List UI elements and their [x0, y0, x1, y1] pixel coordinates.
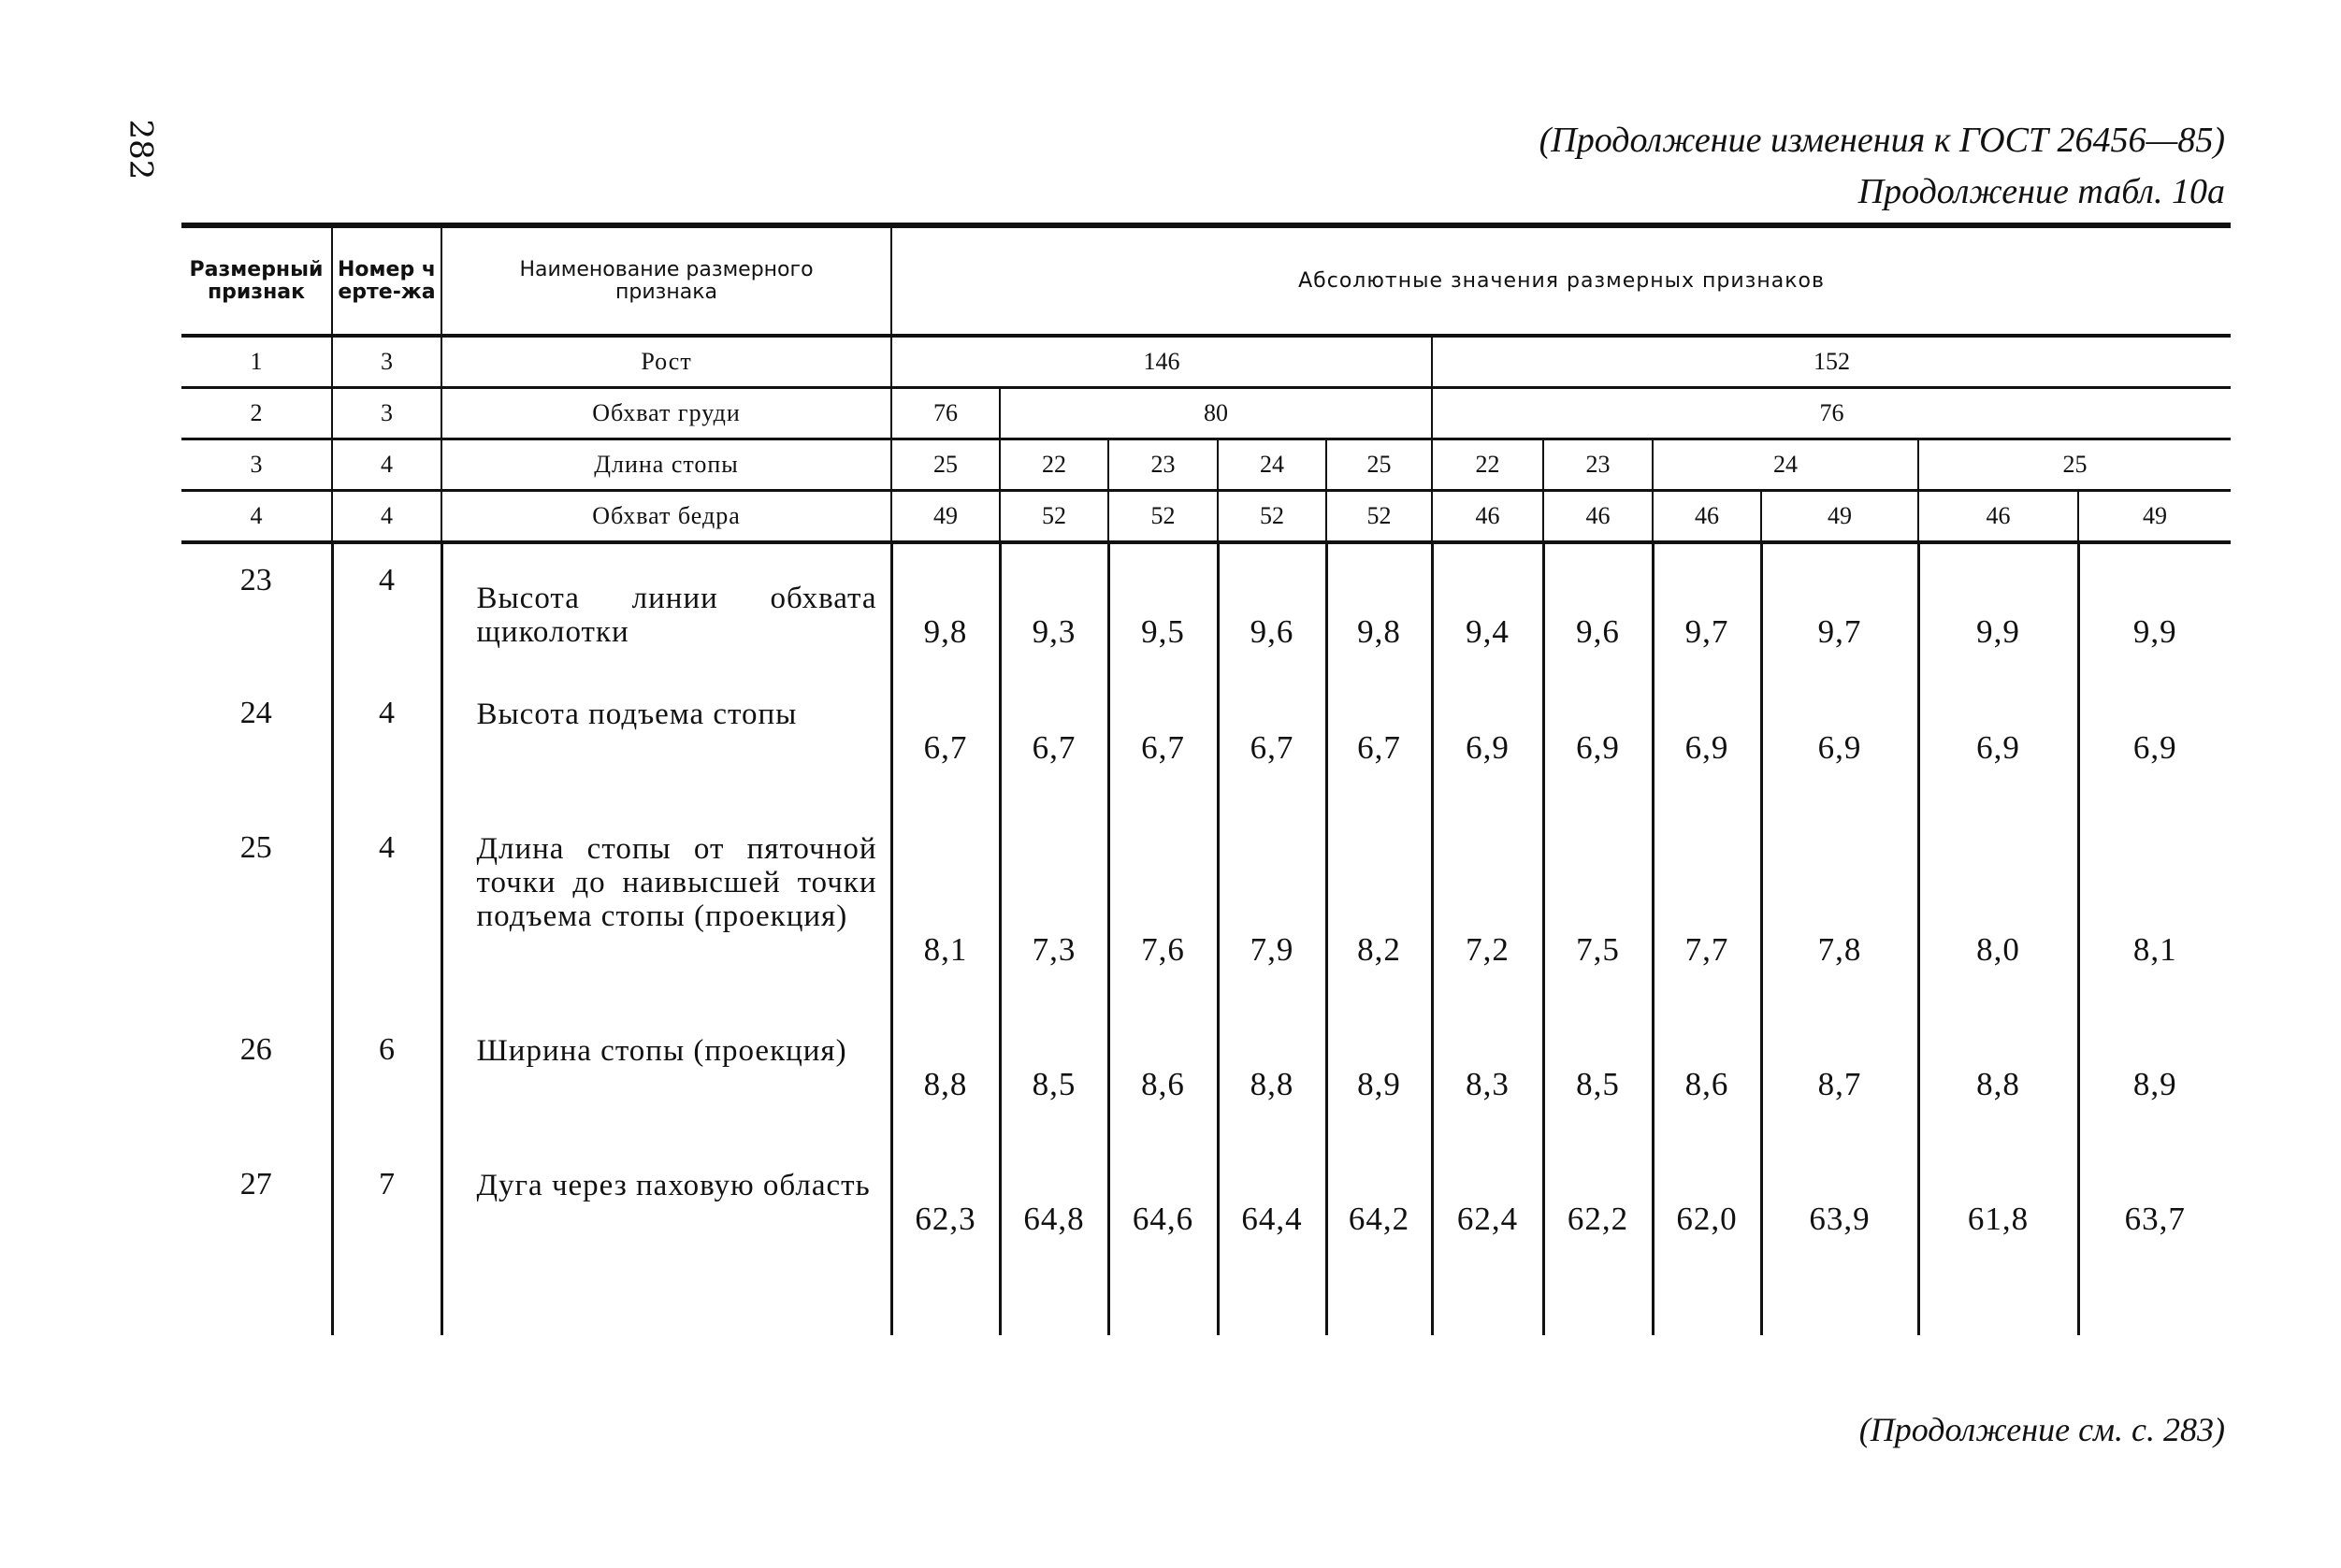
row-value-cell: 9,7 [1653, 542, 1761, 677]
row-drawing-number: 4 [332, 677, 441, 812]
col-header-feature: Размерный признак [181, 228, 332, 336]
row-value-cell: 64,4 [1218, 1148, 1326, 1335]
table-row [181, 542, 2231, 677]
row-value-cell: 8,1 [2078, 812, 2231, 1014]
subheader-group-value: 24 [1653, 439, 1918, 491]
row-value-cell: 8,0 [1918, 812, 2078, 1014]
row-value-cell: 7,9 [1218, 812, 1326, 1014]
row-value-cell: 61,8 [1918, 1148, 2078, 1335]
subheader-group-value: 52 [1000, 491, 1108, 543]
row-feature-number: 24 [239, 696, 272, 730]
subheader-group-value: 49 [1761, 491, 1918, 543]
table-row [181, 812, 2231, 1014]
subheader-drawing: 3 [332, 388, 441, 439]
subheader-group-value: 22 [1432, 439, 1543, 491]
subheader-idx: 2 [181, 388, 332, 439]
subheader-group-value: 23 [1108, 439, 1218, 491]
subheader-name: Рост [441, 336, 891, 388]
row-value-cell: 62,4 [1432, 1148, 1543, 1335]
subheader-idx: 1 [181, 336, 332, 388]
subheader-row [181, 439, 2231, 491]
subheader-group-value: 22 [1000, 439, 1108, 491]
subheader-group-value: 25 [1326, 439, 1432, 491]
row-value-cell: 8,9 [2078, 1014, 2231, 1148]
row-value-cell: 7,5 [1543, 812, 1653, 1014]
row-value-cell: 6,9 [1653, 677, 1761, 812]
row-value-cell: 6,9 [1761, 677, 1918, 812]
subheader-group-value: 46 [1918, 491, 2078, 543]
subheader-drawing: 4 [332, 491, 441, 543]
subheader-name: Обхват бедра [441, 491, 891, 543]
row-value-cell: 8,5 [1543, 1014, 1653, 1148]
table-continuation-title: Продолжение табл. 10а [1857, 172, 2225, 211]
subheader-name: Длина стопы [441, 439, 891, 491]
row-feature-number: 23 [239, 563, 272, 597]
table-row [181, 677, 2231, 812]
row-value-cell: 9,3 [1000, 542, 1108, 677]
col-header-name: Наименование размерного признака [441, 228, 891, 336]
row-value-cell: 6,9 [1432, 677, 1543, 812]
row-value-cell: 9,9 [2078, 542, 2231, 677]
subheader-group-value: 76 [891, 388, 1000, 439]
subheader-group-value: 23 [1543, 439, 1653, 491]
subheader-group-value: 46 [1432, 491, 1543, 543]
subheader-group-value: 52 [1326, 491, 1432, 543]
row-drawing-number: 6 [332, 1014, 441, 1148]
subheader-group-value: 76 [1432, 388, 2231, 439]
row-feature-name: Высота линии обхвата щиколотки [441, 542, 891, 677]
row-value-cell: 9,5 [1108, 542, 1218, 677]
table-row [181, 1148, 2231, 1335]
row-value-cell: 9,9 [1918, 542, 2078, 677]
row-value-cell: 9,4 [1432, 542, 1543, 677]
row-value-cell: 6,7 [1000, 677, 1108, 812]
subheader-group-value: 46 [1543, 491, 1653, 543]
row-value-cell: 8,6 [1108, 1014, 1218, 1148]
row-feature-number: 27 [239, 1167, 272, 1201]
row-value-cell: 8,2 [1326, 812, 1432, 1014]
row-feature-number: 25 [239, 830, 272, 865]
row-drawing-number: 4 [332, 812, 441, 1014]
row-value-cell: 7,6 [1108, 812, 1218, 1014]
row-value-cell: 8,1 [891, 812, 1000, 1014]
row-value-cell: 6,7 [1326, 677, 1432, 812]
row-value-cell: 9,7 [1761, 542, 1918, 677]
subheader-group-value: 25 [1918, 439, 2231, 491]
row-value-cell: 8,8 [1218, 1014, 1326, 1148]
header-row [181, 228, 2231, 336]
row-value-cell: 64,2 [1326, 1148, 1432, 1335]
row-drawing-number: 4 [332, 542, 441, 677]
row-value-cell: 9,8 [891, 542, 1000, 677]
row-value-cell: 7,7 [1653, 812, 1761, 1014]
row-value-cell: 8,7 [1761, 1014, 1918, 1148]
row-value-cell: 62,3 [891, 1148, 1000, 1335]
row-value-cell: 8,8 [1918, 1014, 2078, 1148]
subheader-name: Обхват груди [441, 388, 891, 439]
row-value-cell: 6,7 [1218, 677, 1326, 812]
table-row [181, 1014, 2231, 1148]
subheader-group-value: 52 [1218, 491, 1326, 543]
row-value-cell: 6,9 [1543, 677, 1653, 812]
row-value-cell: 8,8 [891, 1014, 1000, 1148]
subheader-group-value: 46 [1653, 491, 1761, 543]
row-value-cell: 7,3 [1000, 812, 1108, 1014]
subheader-group-value: 152 [1432, 336, 2231, 388]
row-value-cell: 64,8 [1000, 1148, 1108, 1335]
row-feature-name: Ширина стопы (проекция) [441, 1014, 891, 1148]
row-drawing-number: 7 [332, 1148, 441, 1335]
row-value-cell: 8,9 [1326, 1014, 1432, 1148]
row-feature-name: Высота подъема стопы [441, 677, 891, 812]
subheader-drawing: 3 [332, 336, 441, 388]
row-value-cell: 8,6 [1653, 1014, 1761, 1148]
row-value-cell: 8,5 [1000, 1014, 1108, 1148]
continuation-footer: (Продолжение см. с. 283) [1858, 1411, 2225, 1448]
subheader-group-value: 80 [1000, 388, 1432, 439]
subheader-group-value: 49 [891, 491, 1000, 543]
row-value-cell: 9,6 [1218, 542, 1326, 677]
row-value-cell: 6,9 [2078, 677, 2231, 812]
row-value-cell: 63,7 [2078, 1148, 2231, 1335]
col-header-values: Абсолютные значения размерных признаков [891, 228, 2231, 336]
subheader-group-value: 24 [1218, 439, 1326, 491]
subheader-group-value: 146 [891, 336, 1432, 388]
row-value-cell: 63,9 [1761, 1148, 1918, 1335]
subheader-idx: 4 [181, 491, 332, 543]
row-value-cell: 8,3 [1432, 1014, 1543, 1148]
row-feature-number: 26 [239, 1032, 272, 1067]
measurements-table [181, 228, 2231, 1335]
col-header-drawing: Номер черте-жа [332, 228, 441, 336]
row-value-cell: 64,6 [1108, 1148, 1218, 1335]
row-value-cell: 62,2 [1543, 1148, 1653, 1335]
row-value-cell: 7,8 [1761, 812, 1918, 1014]
page-number: 282 [122, 119, 160, 180]
row-value-cell: 6,9 [1918, 677, 2078, 812]
subheader-group-value: 49 [2078, 491, 2231, 543]
row-value-cell: 7,2 [1432, 812, 1543, 1014]
row-value-cell: 9,8 [1326, 542, 1432, 677]
row-value-cell: 9,6 [1543, 542, 1653, 677]
subheader-group-value: 25 [891, 439, 1000, 491]
subheader-row [181, 388, 2231, 439]
subheader-group-value: 52 [1108, 491, 1218, 543]
row-feature-name: Дуга через паховую область [441, 1148, 891, 1335]
row-feature-name: Длина стопы от пяточной точки до наивысшей точки подъема стопы (проекция) [441, 812, 891, 1014]
subheader-drawing: 4 [332, 439, 441, 491]
row-value-cell: 6,7 [891, 677, 1000, 812]
subheader-row [181, 491, 2231, 543]
subheader-idx: 3 [181, 439, 332, 491]
row-value-cell: 6,7 [1108, 677, 1218, 812]
row-value-cell: 62,0 [1653, 1148, 1761, 1335]
subheader-row [181, 336, 2231, 388]
document-continuation-title: (Продолжение изменения к ГОСТ 26456—85) [1539, 121, 2225, 160]
